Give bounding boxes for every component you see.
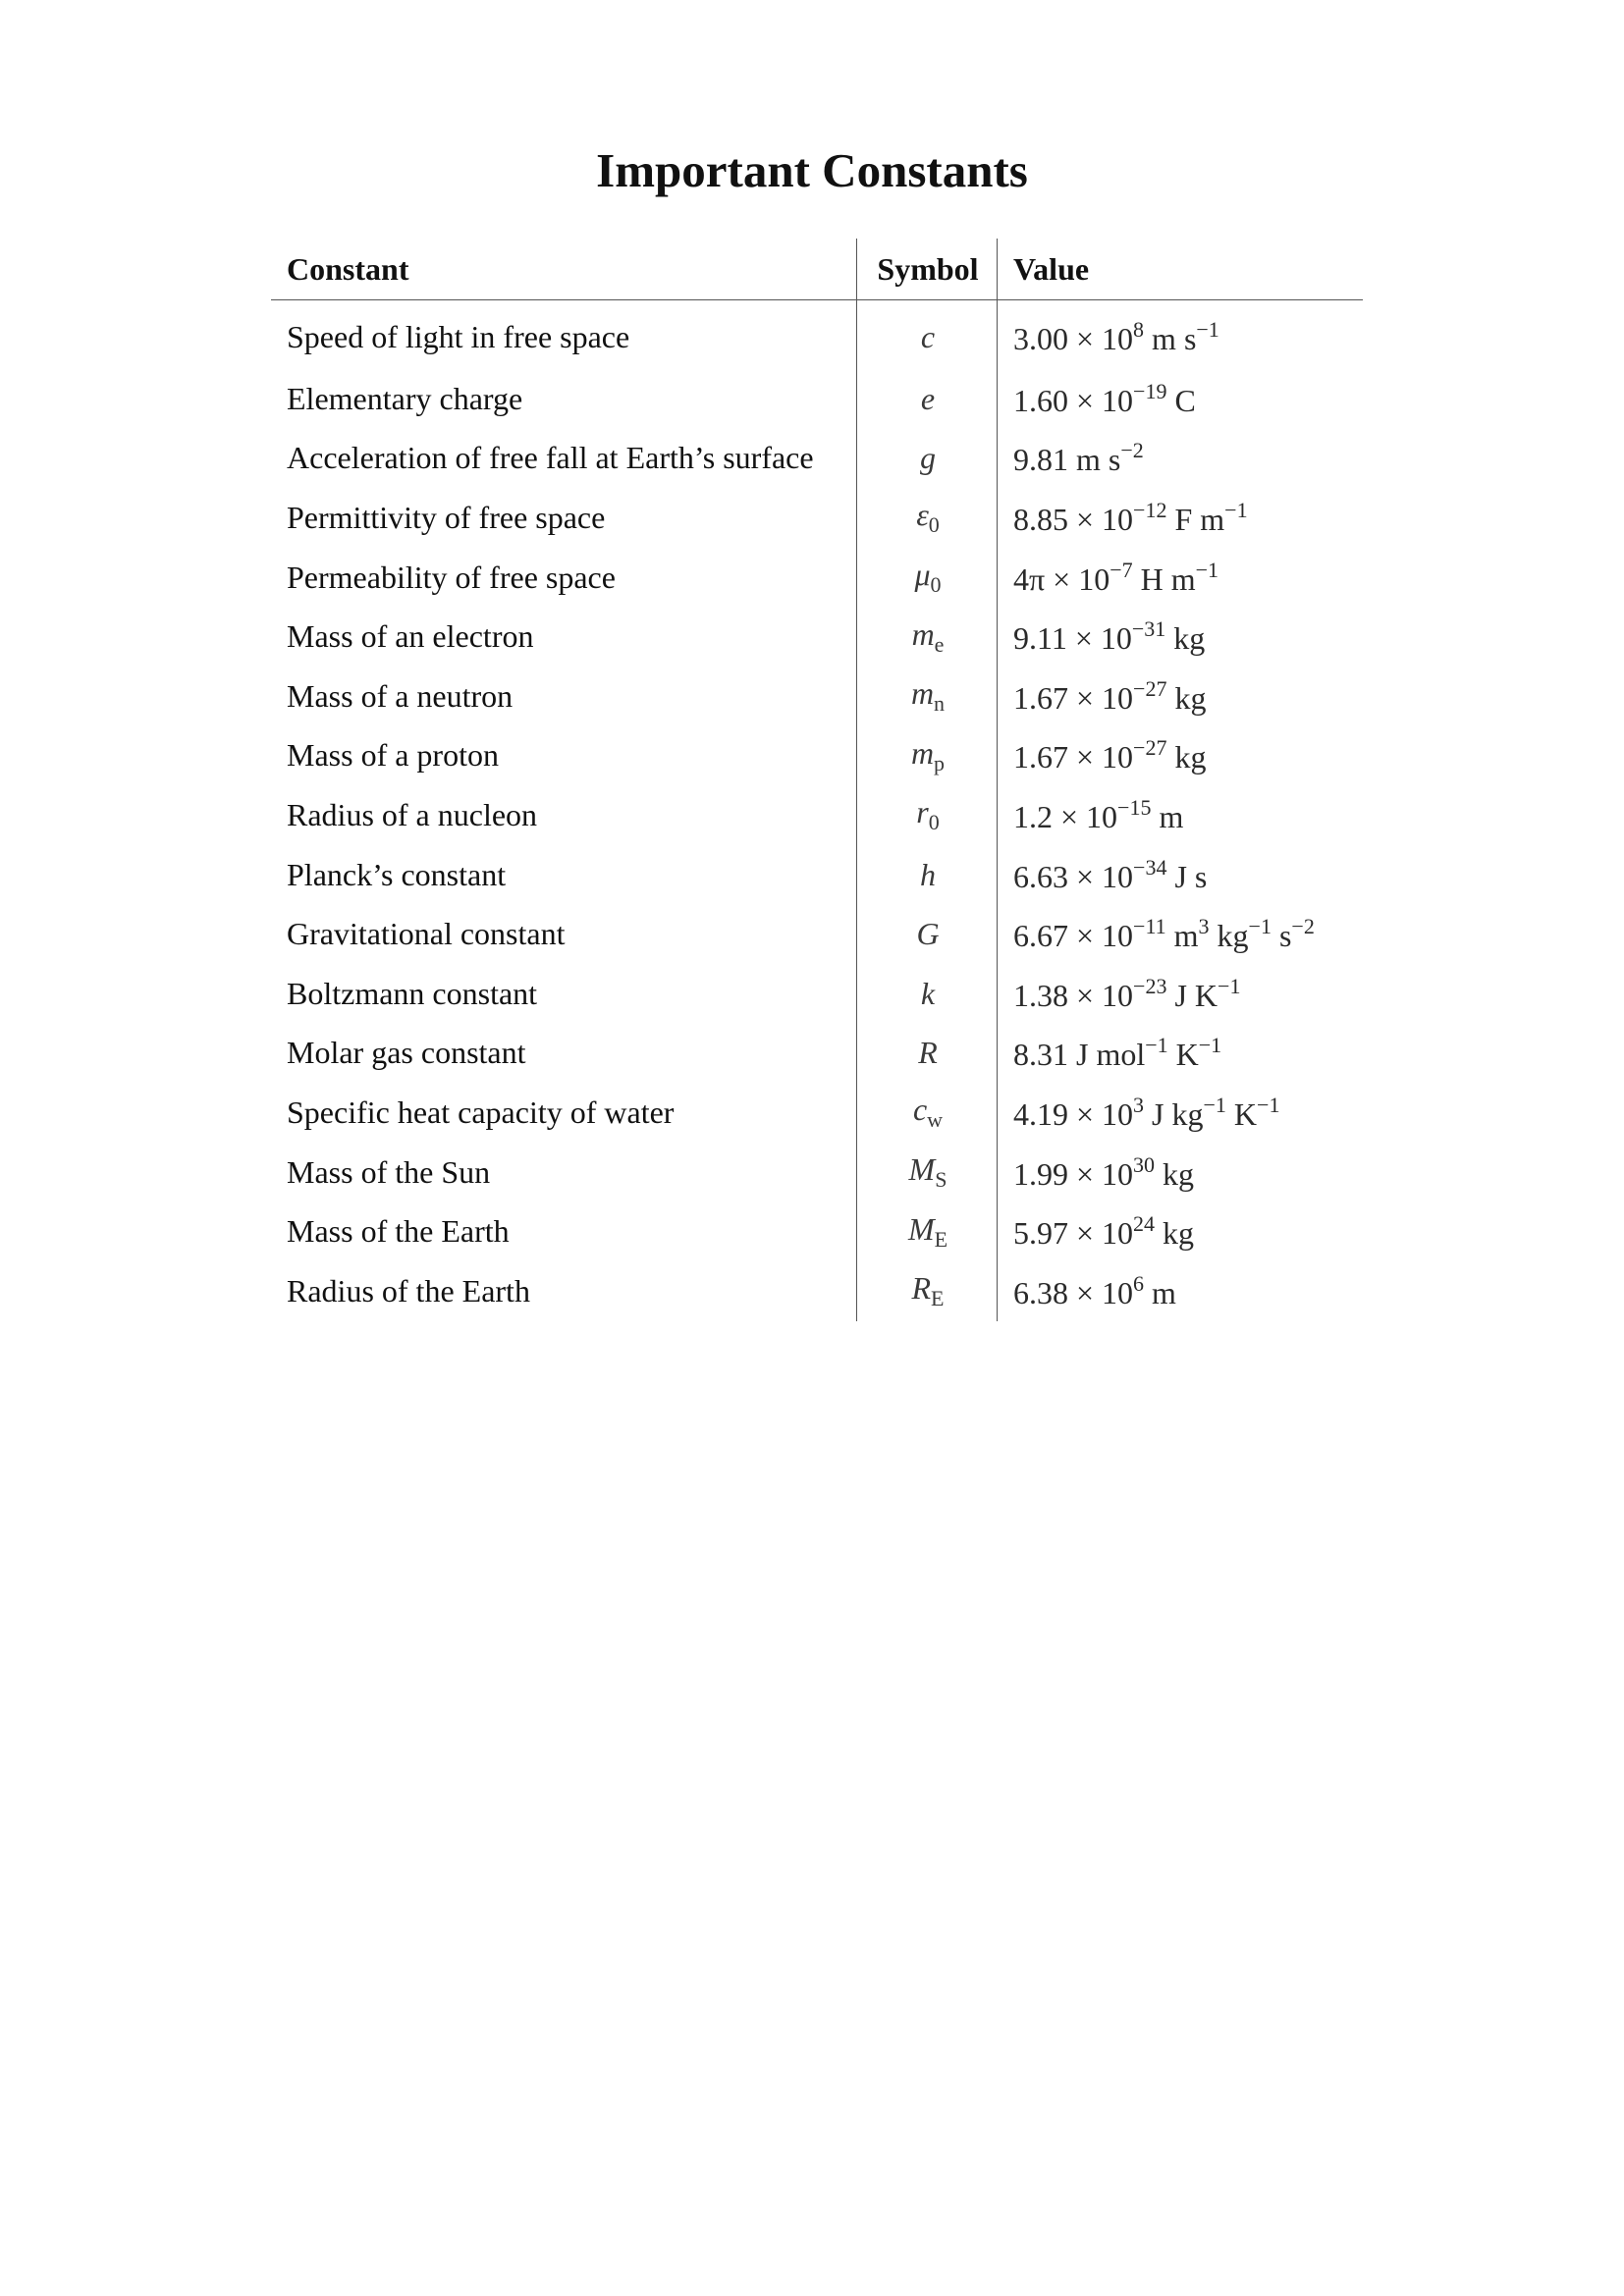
constant-value [998,904,1364,964]
constant-symbol [857,1201,998,1261]
symbol-subscript: e [934,631,945,657]
symbol-subscript: 0 [930,572,942,598]
constant-value [998,726,1364,786]
value-exponent: −19 [1133,378,1167,403]
symbol-base: g [920,440,936,476]
symbol-base: m [910,675,935,712]
constant-name: Boltzmann constant [287,975,538,1011]
constant-name: Mass of an electron [287,618,534,655]
constant-symbol [857,1024,998,1084]
constant-name: Permittivity of free space [287,499,606,535]
table-row [271,1143,1363,1202]
value-text: 1.67 × 10 [1013,739,1134,775]
column-header-symbol: Symbol [857,239,998,300]
constant-symbol [857,300,998,370]
value-exponent: −1 [1224,497,1248,522]
constant-symbol [857,1143,998,1202]
value-text: F m [1166,501,1225,537]
constant-value [998,1024,1364,1084]
constant-name: Elementary charge [287,380,523,416]
constant-symbol [857,548,998,608]
symbol-base: r [916,794,929,830]
symbol-subscript: E [934,1226,948,1252]
value-exponent: −23 [1133,973,1167,998]
value-text: kg [1166,679,1207,716]
constant-symbol [857,1261,998,1321]
symbol-base: h [920,856,936,892]
value-exponent: −12 [1133,497,1167,522]
table-row [271,964,1363,1024]
constant-value [998,548,1364,608]
value-exponent: −27 [1133,675,1167,701]
value-exponent: −2 [1291,914,1315,939]
value-exponent: −1 [1145,1033,1168,1058]
value-exponent: 24 [1133,1211,1156,1237]
constant-symbol [857,607,998,667]
column-header-constant: Constant [271,239,857,300]
symbol-base: μ [914,557,931,593]
table-row [271,845,1363,905]
value-text: 5.97 × 10 [1013,1215,1134,1252]
symbol-subscript: p [934,750,946,775]
value-text: 8.85 × 10 [1013,501,1134,537]
table-row [271,667,1363,726]
table-body [271,300,1363,1321]
table-row [271,607,1363,667]
table-row [271,300,1363,370]
symbol-subscript: 0 [928,810,940,835]
value-text: K [1225,1095,1258,1132]
constant-symbol [857,785,998,845]
constant-value [998,964,1364,1024]
value-exponent: −2 [1120,438,1144,463]
value-text: 9.11 × 10 [1013,620,1132,657]
symbol-base: G [916,916,940,952]
constant-name: Mass of the Sun [287,1153,491,1190]
constant-value [998,785,1364,845]
constant-symbol [857,1083,998,1143]
value-text: J K [1166,977,1218,1013]
table-row [271,1083,1363,1143]
constant-symbol [857,488,998,548]
value-exponent: −1 [1198,1033,1222,1058]
table-row [271,369,1363,429]
value-text: 1.99 × 10 [1013,1155,1134,1192]
symbol-base: k [920,975,936,1011]
page-title: Important Constants [596,143,1028,197]
symbol-base: R [918,1035,938,1071]
constant-name: Planck’s constant [287,856,507,892]
symbol-subscript: S [935,1167,947,1193]
symbol-base: R [911,1270,932,1307]
constant-symbol [857,429,998,489]
table-row [271,1024,1363,1084]
constant-value [998,369,1364,429]
constant-name: Specific heat capacity of water [287,1094,675,1130]
value-text: 9.81 m s [1013,442,1121,478]
table-row [271,548,1363,608]
value-exponent: −15 [1117,794,1152,820]
value-text: s [1271,918,1292,954]
value-exponent: −34 [1133,854,1167,880]
value-exponent: −7 [1110,557,1133,582]
constant-symbol [857,667,998,726]
constant-name: Permeability of free space [287,559,616,595]
value-text: 8.31 J mol [1013,1037,1146,1073]
value-text: m s [1144,320,1197,356]
symbol-subscript: E [931,1286,945,1311]
value-exponent: 30 [1133,1151,1156,1177]
constant-name: Radius of the Earth [287,1272,530,1308]
symbol-base: m [911,615,935,652]
value-text: 6.38 × 10 [1013,1274,1134,1310]
value-text: 1.38 × 10 [1013,977,1134,1013]
constants-table [271,239,1363,1321]
symbol-base: M [908,1151,936,1188]
value-text: kg [1165,620,1206,657]
constant-symbol [857,964,998,1024]
table-row [271,726,1363,786]
value-text: m [1151,798,1184,834]
value-text: kg [1155,1215,1195,1252]
symbol-subscript: 0 [928,512,940,538]
constant-value [998,300,1364,370]
symbol-subscript: n [934,691,946,717]
value-text: H m [1132,561,1196,597]
symbol-subscript: w [927,1107,944,1133]
table-row [271,1261,1363,1321]
constant-symbol [857,904,998,964]
value-exponent: −1 [1248,914,1272,939]
constant-value [998,1083,1364,1143]
value-exponent: 3 [1133,1092,1145,1117]
column-header-value: Value [998,239,1364,300]
value-text: 3.00 × 10 [1013,320,1134,356]
constant-name: Speed of light in free space [287,318,630,354]
table-row [271,785,1363,845]
constant-name: Mass of a neutron [287,677,514,714]
constant-name: Acceleration of free fall at Earth’s surface [287,440,814,476]
value-text: K [1167,1037,1199,1073]
symbol-base: M [907,1210,935,1247]
value-text: J s [1166,858,1208,894]
table-row [271,488,1363,548]
symbol-base: e [920,380,936,416]
value-text: 1.2 × 10 [1013,798,1118,834]
constant-value [998,845,1364,905]
value-exponent: 6 [1133,1270,1145,1296]
constant-name: Molar gas constant [287,1035,526,1071]
value-text: 4.19 × 10 [1013,1095,1134,1132]
constant-symbol [857,726,998,786]
constant-value [998,488,1364,548]
table-header-row [271,239,1363,300]
constant-symbol [857,369,998,429]
value-exponent: −27 [1133,735,1167,761]
value-exponent: 8 [1133,316,1145,342]
constant-value [998,1201,1364,1261]
value-exponent: −1 [1218,973,1241,998]
constant-value [998,429,1364,489]
value-exponent: −31 [1131,616,1166,642]
table-row [271,1201,1363,1261]
symbol-base: c [920,318,936,354]
value-text: 1.67 × 10 [1013,679,1134,716]
value-text: kg [1209,918,1249,954]
value-text: kg [1166,739,1207,775]
value-text: m [1165,918,1199,954]
value-text: 1.60 × 10 [1013,382,1134,418]
value-exponent: −1 [1203,1092,1226,1117]
symbol-base: m [910,734,935,771]
value-exponent: −1 [1196,316,1219,342]
value-exponent: −11 [1133,914,1166,939]
constant-name: Mass of a proton [287,737,499,774]
constant-name: Mass of the Earth [287,1213,510,1250]
symbol-base: ε [916,497,929,533]
table-row [271,429,1363,489]
value-text: 6.63 × 10 [1013,858,1134,894]
constant-value [998,1143,1364,1202]
value-text: C [1166,382,1196,418]
constant-name: Radius of a nucleon [287,796,538,832]
constant-name: Gravitational constant [287,916,566,952]
value-text: kg [1155,1155,1195,1192]
symbol-base: c [912,1092,928,1128]
value-text: m [1144,1274,1176,1310]
value-text: J kg [1144,1095,1204,1132]
value-exponent: −1 [1257,1092,1280,1117]
value-exponent: 3 [1198,914,1210,939]
value-text: 6.67 × 10 [1013,918,1134,954]
table-row [271,904,1363,964]
value-text: 4π × 10 [1013,561,1110,597]
constant-value [998,607,1364,667]
constant-value [998,667,1364,726]
value-exponent: −1 [1195,557,1219,582]
constant-symbol [857,845,998,905]
constant-value [998,1261,1364,1321]
